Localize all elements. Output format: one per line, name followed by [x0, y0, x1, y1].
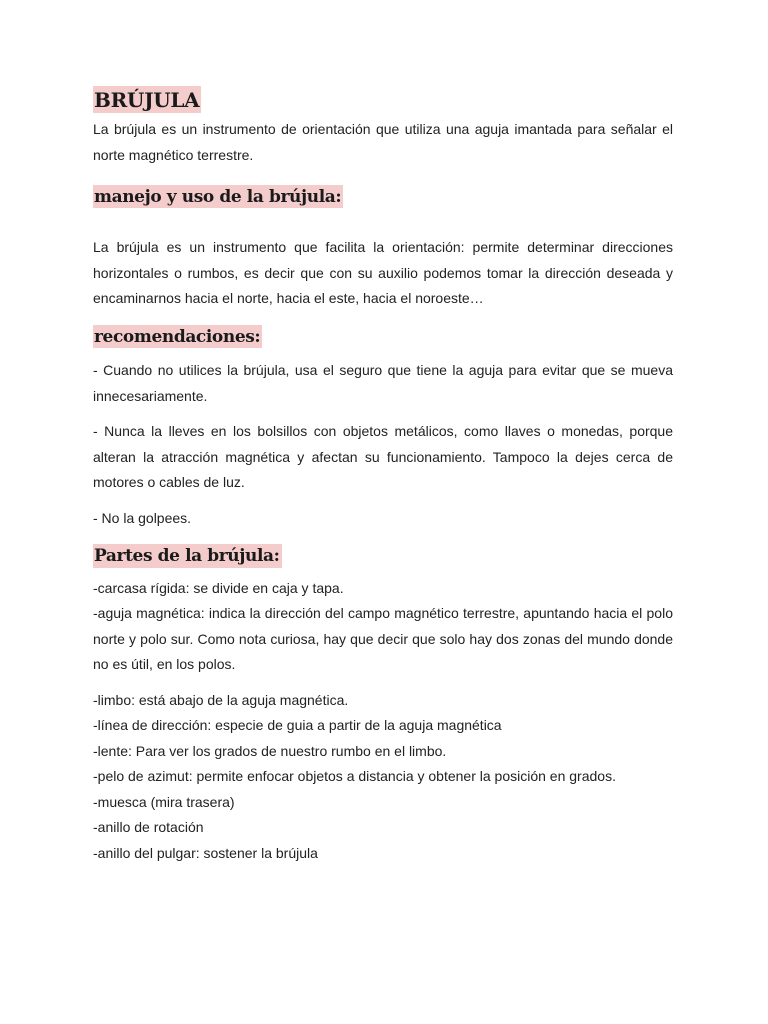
list-item: -pelo de azimut: permite enfocar objetos a distancia y obtener la posición en grados.: [93, 768, 616, 785]
list-item: -limbo: está abajo de la aguja magnética.: [93, 691, 349, 708]
paragraph-manejo: La brújula es un instrumento que facilita la orientación: permite determinar direcciones horizontales o rumbos, es decir que con su auxilio podemos tomar la dirección deseada y encaminarnos hacia el norte, hacia el este, hacia el noroeste…: [93, 239, 673, 307]
paragraph-partes-2: -aguja magnética: indica la dirección del campo magnético terrestre, apuntando hacia el polo norte y polo sur. Como nota curiosa, hay que decir que solo hay dos zonas del mundo donde no es útil, en los polos.: [93, 605, 673, 673]
document-page: [93, 86, 673, 866]
section-heading-recomendaciones: recomendaciones:: [94, 326, 261, 347]
list-item: -anillo de rotación: [93, 819, 204, 836]
list-item: -línea de dirección: especie de guia a partir de la aguja magnética: [93, 717, 502, 734]
section-manejo: [93, 185, 673, 312]
intro-paragraph: La brújula es un instrumento de orientación que utiliza una aguja imantada para señalar el norte magnético terrestre.: [93, 121, 673, 163]
list-item: -anillo del pulgar: sostener la brújula: [93, 844, 318, 861]
paragraph-partes-1: -carcasa rígida: se divide en caja y tapa.: [93, 579, 344, 596]
parts-list: [93, 688, 673, 867]
document-title: BRÚJULA: [94, 88, 200, 112]
list-item: -muesca (mira trasera): [93, 793, 235, 810]
section-partes: [93, 544, 673, 866]
paragraph-recomendacion-3: - No la golpees.: [93, 509, 192, 526]
section-recomendaciones: [93, 325, 673, 531]
list-item: -lente: Para ver los grados de nuestro rumbo en el limbo.: [93, 742, 447, 759]
title-block: [93, 86, 673, 113]
section-heading-partes: Partes de la brújula:: [94, 546, 280, 567]
paragraph-recomendacion-2: - Nunca la lleves en los bolsillos con objetos metálicos, como llaves o monedas, porque alteran la atracción magnética y afectan su funcionamiento. Tampoco la dejes cerca de motores o cables de luz.: [93, 423, 673, 491]
paragraph-recomendacion-1: - Cuando no utilices la brújula, usa el seguro que tiene la aguja para evitar que se mueva innecesariamente.: [93, 362, 673, 404]
section-heading-manejo: manejo y uso de la brújula:: [94, 187, 342, 207]
